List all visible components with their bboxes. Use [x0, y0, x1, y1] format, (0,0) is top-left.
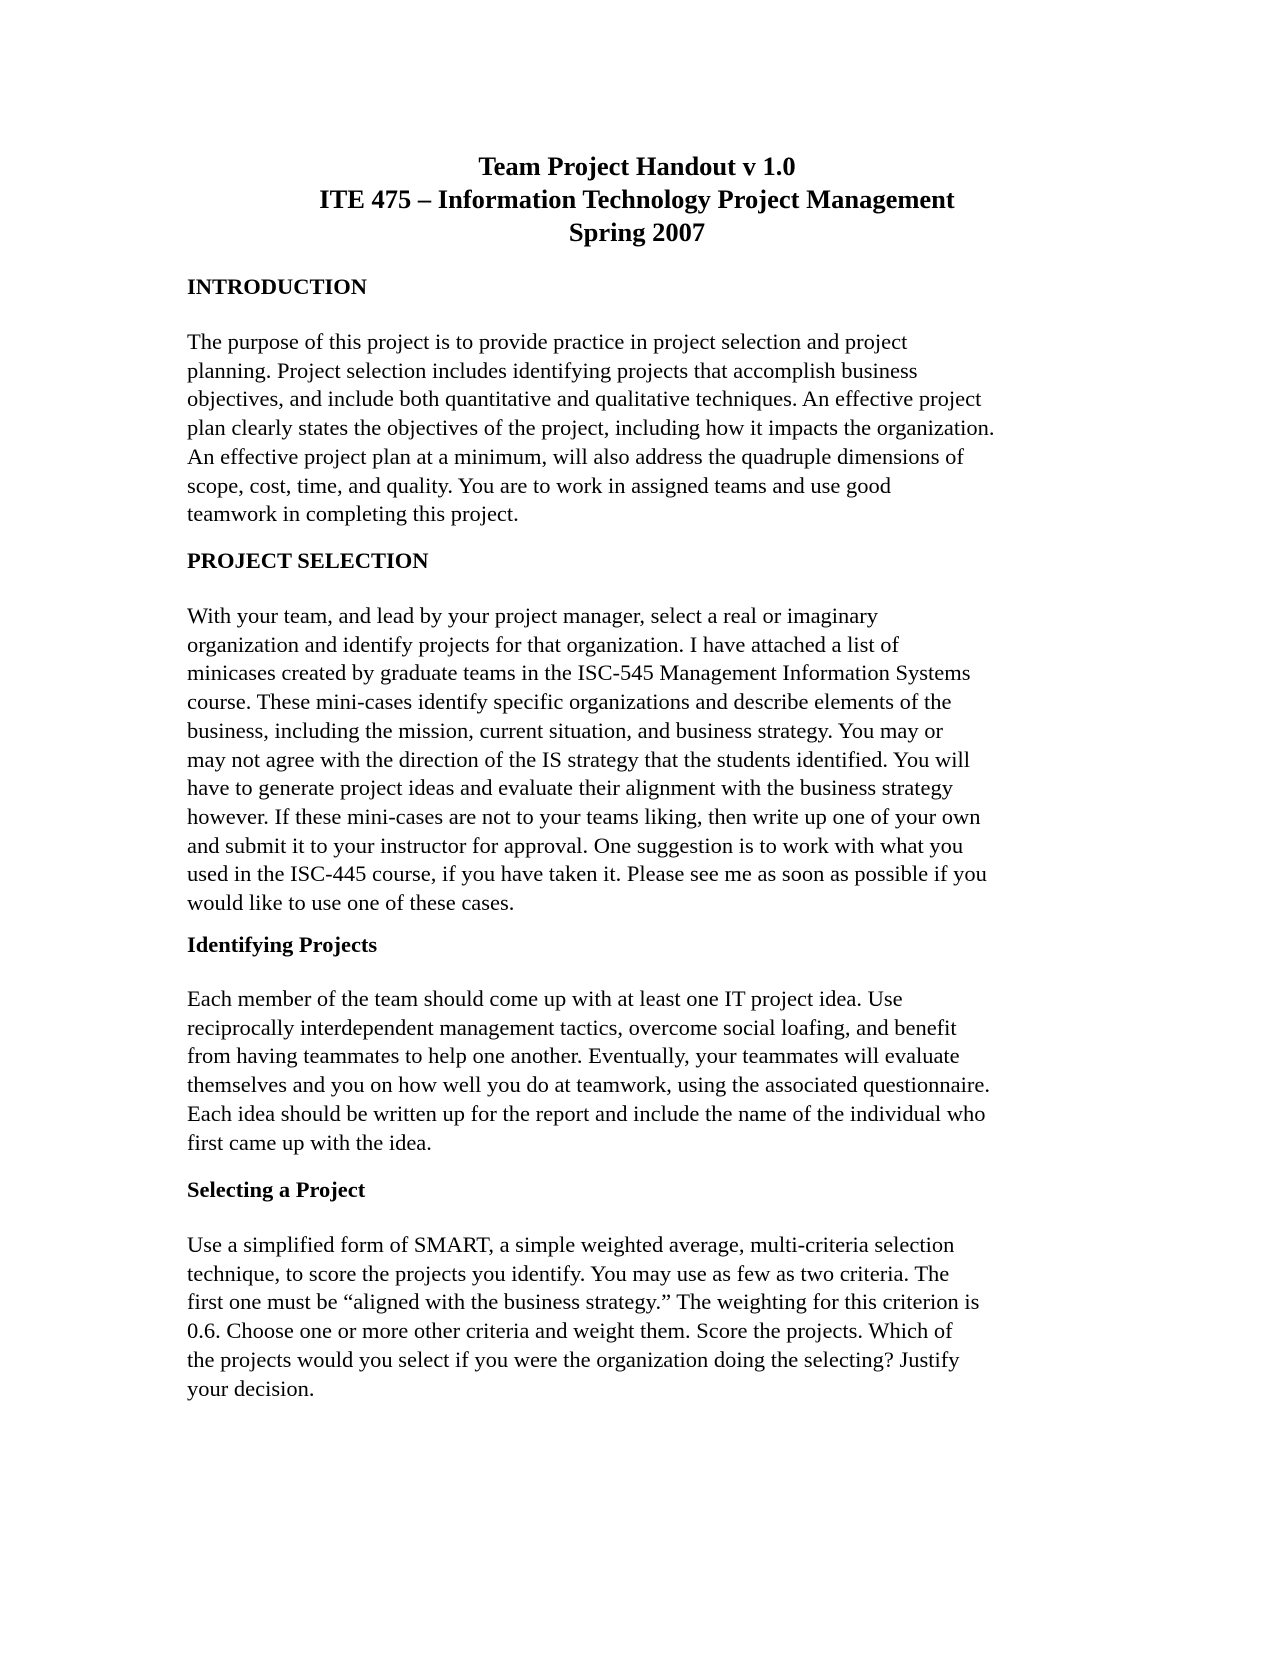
- paragraph-line: Each member of the team should come up with at least one IT project idea. Use: [187, 986, 903, 1011]
- paragraph-line: organization and identify projects for that organization. I have attached a list of: [187, 631, 900, 657]
- identifying-projects-paragraph: [187, 985, 990, 1157]
- paragraph-line: your decision.: [187, 1375, 315, 1401]
- paragraph-line: With your team, and lead by your project manager, select a real or imaginary: [187, 603, 879, 628]
- paragraph-line: the projects would you select if you were the organization doing the selecting? Justify: [187, 1346, 960, 1372]
- paragraph-line: scope, cost, time, and quality. You are to work in assigned teams and use good: [187, 472, 892, 498]
- paragraph-line: business, including the mission, current situation, and business strategy. You may or: [187, 717, 943, 743]
- document-title: [187, 150, 1087, 249]
- paragraph-line: An effective project plan at a minimum, will also address the quadruple dimensions of: [187, 443, 964, 469]
- title-line-1: Team Project Handout v 1.0: [478, 151, 796, 181]
- title-line-2: ITE 475 – Information Technology Project Management: [319, 184, 955, 214]
- paragraph-line: The purpose of this project is to provide practice in project selection and project: [187, 329, 908, 354]
- paragraph-line: technique, to score the projects you identify. You may use as few as two criteria. The: [187, 1260, 950, 1286]
- introduction-paragraph: [187, 328, 994, 529]
- title-line-3: Spring 2007: [568, 217, 706, 247]
- paragraph-line: planning. Project selection includes identifying projects that accomplish business: [187, 357, 918, 383]
- introduction-heading: INTRODUCTION: [187, 274, 368, 299]
- selecting-project-heading: Selecting a Project: [187, 1177, 366, 1202]
- paragraph-line: Use a simplified form of SMART, a simple weighted average, multi-criteria selection: [187, 1232, 955, 1257]
- paragraph-line: teamwork in completing this project.: [187, 501, 519, 527]
- paragraph-line: plan clearly states the objectives of the project, including how it impacts the organization.: [187, 415, 995, 441]
- paragraph-line: may not agree with the direction of the IS strategy that the students identified. You will: [187, 746, 970, 772]
- paragraph-line: course. These mini-cases identify specific organizations and describe elements of the: [187, 689, 952, 715]
- paragraph-line: first one must be “aligned with the business strategy.” The weighting for this criterion is: [187, 1289, 980, 1315]
- paragraph-line: used in the ISC-445 course, if you have taken it. Please see me as soon as possible if you: [187, 861, 987, 887]
- project-selection-heading: PROJECT SELECTION: [187, 548, 429, 573]
- paragraph-line: however. If these mini-cases are not to your teams liking, then write up one of your own: [187, 803, 981, 829]
- paragraph-line: objectives, and include both quantitative and qualitative techniques. An effective project: [187, 386, 982, 412]
- paragraph-line: first came up with the idea.: [187, 1129, 432, 1155]
- paragraph-line: reciprocally interdependent management tactics, overcome social loafing, and benefit: [187, 1014, 957, 1040]
- paragraph-line: themselves and you on how well you do at teamwork, using the associated questionnaire.: [187, 1072, 990, 1098]
- paragraph-line: Each idea should be written up for the report and include the name of the individual who: [187, 1100, 986, 1126]
- paragraph-line: from having teammates to help one another. Eventually, your teammates will evaluate: [187, 1043, 960, 1069]
- paragraph-line: and submit it to your instructor for approval. One suggestion is to work with what you: [187, 832, 964, 858]
- project-selection-paragraph: [187, 602, 987, 918]
- paragraph-line: have to generate project ideas and evaluate their alignment with the business strategy: [187, 775, 953, 801]
- identifying-projects-heading: Identifying Projects: [187, 932, 378, 957]
- paragraph-line: would like to use one of these cases.: [187, 890, 515, 916]
- paragraph-line: minicases created by graduate teams in the ISC-545 Management Information Systems: [187, 660, 971, 686]
- paragraph-line: 0.6. Choose one or more other criteria and weight them. Score the projects. Which of: [187, 1318, 953, 1344]
- selecting-project-paragraph: [187, 1231, 979, 1403]
